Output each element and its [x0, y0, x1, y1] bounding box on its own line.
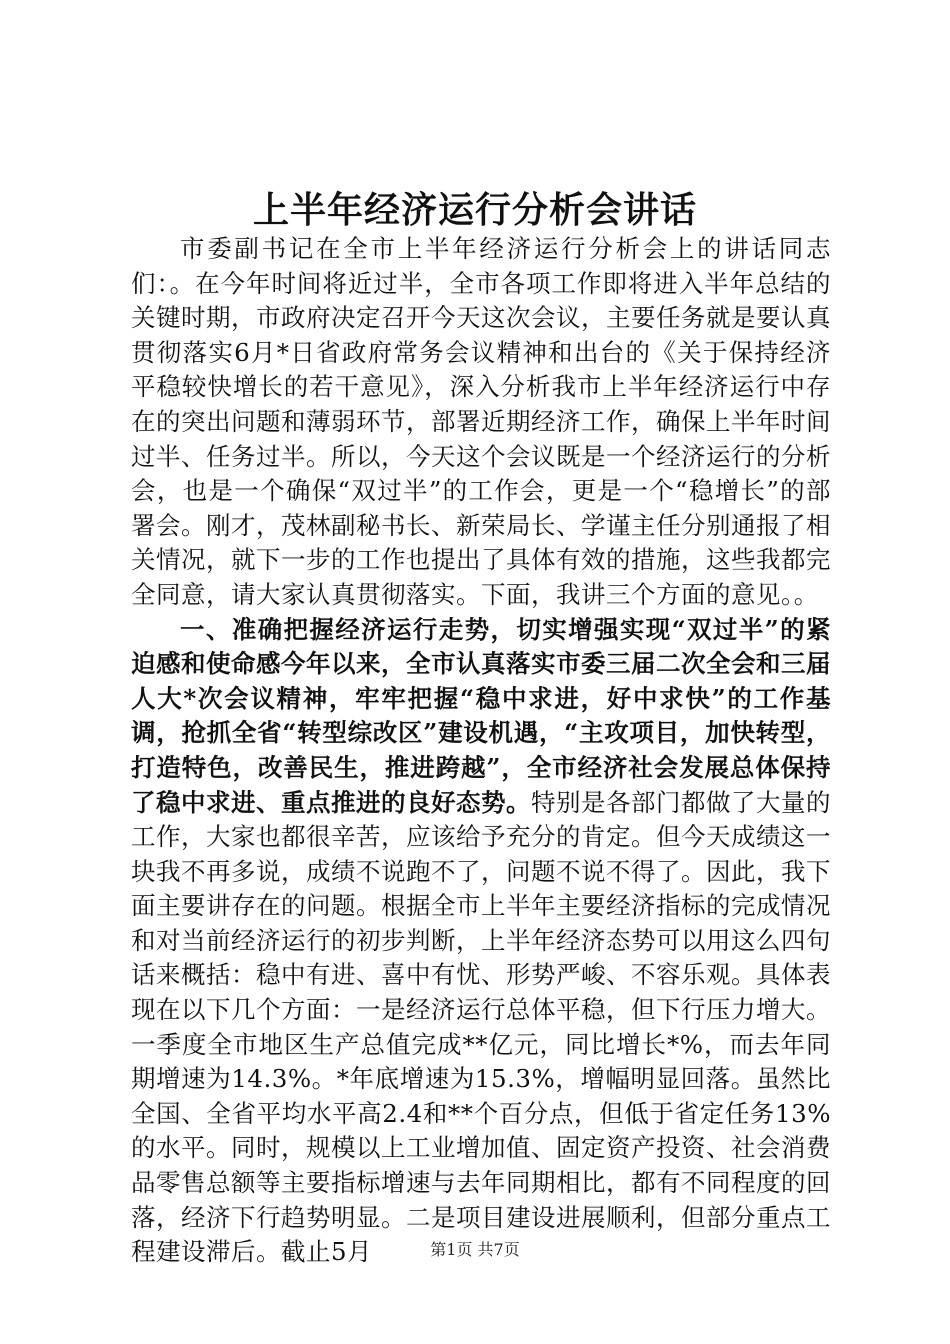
page-number-footer: 第1页 共7页: [430, 1240, 520, 1259]
section-one-heading: 一、准确把握经济运行走势，切实增强实现“双过半”的紧迫感和使命感今年以来，全市认真落实市委三届二次全会和三届人大*次会议精神，牢牢把握“稳中求进，好中求快”的工作基调，抢抓全省“转型综改区”建设机遇，“主攻项目，加快转型，打造特色，改善民生，推进跨越”，全市经济社会发展总体保持了稳中求进、重点推进的良好态势。: [131, 614, 831, 817]
paragraph-section-one: [131, 613, 831, 1270]
paragraph-intro: 市委副书记在全市上半年经济运行分析会上的讲话同志们：。在今年时间将近过半，全市各项工作即将进入半年总结的关键时期，市政府决定召开今天这次会议，主要任务就是要认真贯彻落实6月*日省政府常务会议精神和出台的《关于保持经济平稳较快增长的若干意见》，深入分析我市上半年经济运行中存在的突出问题和薄弱环节，部署近期经济工作，确保上半年时间过半、任务过半。所以，今天这个会议既是一个经济运行的分析会，也是一个确保“双过半”的工作会，更是一个“稳增长”的部署会。刚才，茂林副秘书长、新荣局长、学谨主任分别通报了相关情况，就下一步的工作也提出了具体有效的措施，这些我都完全同意，请大家认真贯彻落实。下面，我讲三个方面的意见。。: [131, 234, 831, 609]
document-title: 上半年经济运行分析会讲话: [252, 189, 697, 231]
section-one-body: 特别是各部门都做了大量的工作，大家也都很辛苦，应该给予充分的肯定。但今天成绩这一块我不再多说，成绩不说跑不了，问题不说不得了。因此，我下面主要讲存在的问题。根据全市上半年主要经济指标的完成情况和对当前经济运行的初步判断，上半年经济态势可以用这么四句话来概括：稳中有进、喜中有忧、形势严峻、不容乐观。具体表现在以下几个方面：一是经济运行总体平稳，但下行压力增大。一季度全市地区生产总值完成**亿元，同比增长*%，而去年同期增速为14.3%。*年底增速为15.3%，增幅明显回落。虽然比全国、全省平均水平高2.4和**个百分点，但低于省定任务13%的水平。同时，规模以上工业增加值、固定资产投资、社会消费品零售总额等主要指标增速与去年同期相比，都有不同程度的回落，经济下行趋势明显。二是项目建设进展顺利，但部分重点工程建设滞后。截止5月: [131, 787, 831, 1267]
document-body: [131, 232, 831, 1270]
